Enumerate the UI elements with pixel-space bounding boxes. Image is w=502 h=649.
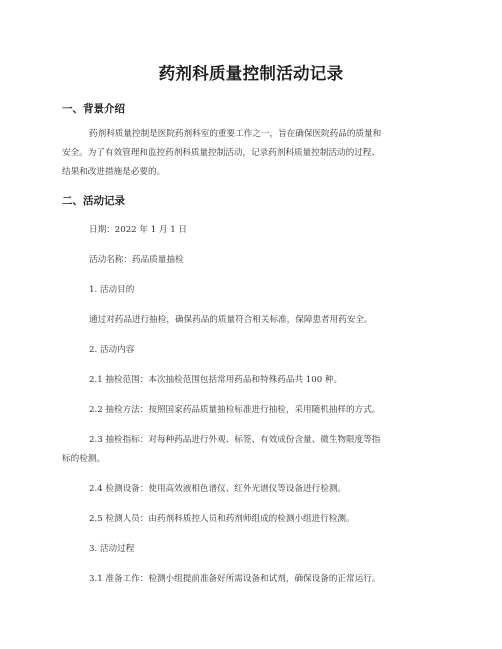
content-equipment: 2.4 检测设备：使用高效液相色谱仪、红外光谱仪等设备进行检测。 [89,484,347,494]
document-title: 药剂科质量控制活动记录 [158,64,344,83]
subheading-content: 2. 活动内容 [89,345,135,355]
paragraph-line: 安全。为了有效管理和监控药剂科质量控制活动，记录药剂科质量控制活动的过程、 [62,148,380,158]
paragraph-line: 结果和改进措施是必要的。 [62,167,166,177]
process-preparation: 3.1 准备工作：检测小组提前准备好所需设备和试剂，确保设备的正常运行。 [89,574,381,584]
subheading-process: 3. 活动过程 [89,544,135,554]
content-indicators-cont: 标的检测。 [62,454,105,464]
content-method: 2.2 抽检方法：按照国家药品质量抽检标准进行抽检，采用随机抽样的方式。 [89,405,381,415]
record-date: 日期：2022 年 1 月 1 日 [89,225,188,235]
purpose-text: 通过对药品进行抽检，确保药品的质量符合相关标准，保障患者用药安全。 [89,315,373,325]
content-indicators: 2.3 抽检指标：对每种药品进行外观、标签、有效成份含量、微生物限度等指 [89,435,381,445]
paragraph-line: 药剂科质量控制是医院药剂科室的重要工作之一，旨在确保医院药品的质量和 [89,129,382,139]
content-scope: 2.1 抽检范围：本次抽检范围包括常用药品和特殊药品共 100 种。 [89,375,343,385]
subheading-purpose: 1. 活动目的 [89,285,135,295]
activity-name: 活动名称：药品质量抽检 [89,255,184,265]
section-heading-background: 一、背景介绍 [62,103,125,115]
content-personnel: 2.5 检测人员：由药剂科质控人员和药剂师组成的检测小组进行检测。 [89,514,355,524]
section-heading-activity-record: 二、活动记录 [62,195,125,207]
